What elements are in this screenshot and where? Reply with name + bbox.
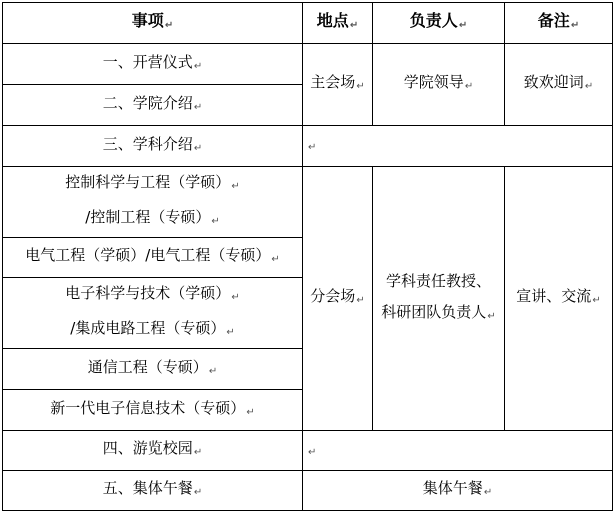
schedule-page (2, 2, 612, 498)
item-control-line2: /控制工程（专硕）↵ (85, 208, 220, 227)
discipline-intro-blank: ↵ (303, 126, 613, 167)
item-electronic-line1: 电子科学与技术（学硕）↵ (65, 284, 240, 303)
item-communication: 通信工程（专硕）↵ (3, 349, 303, 390)
header-location: 地点↵ (303, 3, 373, 44)
item-lunch: 五、集体午餐↵ (3, 471, 303, 511)
schedule-table (2, 2, 613, 511)
table-row (3, 126, 613, 167)
location-main-hall: 主会场↵ (303, 44, 373, 126)
lunch-detail: 集体午餐↵ (303, 471, 613, 511)
person-school-leaders: 学院领导↵ (373, 44, 505, 126)
table-row (3, 431, 613, 471)
header-row (3, 3, 613, 44)
person-professors-line1: 学科责任教授、 (385, 271, 491, 290)
person-professors-line2: 科研团队负责人↵ (381, 302, 496, 322)
person-professors (373, 167, 505, 431)
header-item: 事项↵ (3, 3, 303, 44)
item-campus-tour: 四、游览校园↵ (3, 431, 303, 471)
item-next-gen: 新一代电子信息技术（专硕）↵ (3, 390, 303, 431)
item-electronic-line2: /集成电路工程（专硕）↵ (70, 319, 235, 338)
location-branch-hall: 分会场↵ (303, 167, 373, 431)
item-opening: 一、开营仪式↵ (3, 44, 303, 85)
table-row (3, 44, 613, 85)
item-control-line1: 控制科学与工程（学硕）↵ (65, 173, 240, 192)
item-school-intro: 二、学院介绍↵ (3, 85, 303, 126)
item-control (3, 167, 303, 238)
item-electronic (3, 278, 303, 349)
remark-presentation: 宣讲、交流↵ (505, 167, 613, 431)
table-row (3, 471, 613, 511)
item-discipline-intro: 三、学科介绍↵ (3, 126, 303, 167)
remark-welcome: 致欢迎词↵ (505, 44, 613, 126)
header-person: 负责人↵ (373, 3, 505, 44)
table-row (3, 167, 613, 238)
campus-tour-blank: ↵ (303, 431, 613, 471)
item-electrical: 电气工程（学硕）/电气工程（专硕）↵ (3, 238, 303, 278)
header-remark: 备注↵ (505, 3, 613, 44)
